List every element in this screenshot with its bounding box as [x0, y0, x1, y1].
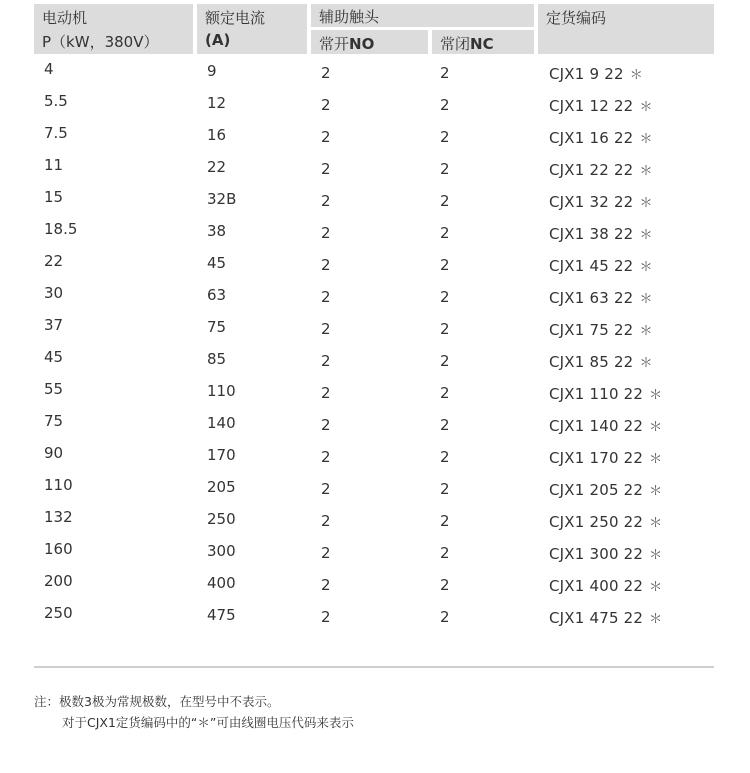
- order-code-text: CJX1 110 22: [549, 385, 644, 403]
- table-row: [0, 440, 750, 472]
- current-cell: 63: [207, 286, 227, 304]
- current-cell: 110: [207, 382, 236, 400]
- table-row: [0, 408, 750, 440]
- header-nc-label: [440, 33, 494, 54]
- header-current-cell: [197, 4, 307, 54]
- current-cell: 205: [207, 478, 236, 496]
- asterisk-icon: ＊: [649, 452, 663, 467]
- motor-cell: 7.5: [44, 124, 68, 142]
- current-cell: 22: [207, 158, 227, 176]
- current-cell: 38: [207, 222, 227, 240]
- table-row: [0, 376, 750, 408]
- order-code-text: CJX1 38 22: [549, 225, 634, 243]
- order-code-cell: [549, 224, 653, 243]
- no-cell: 2: [321, 544, 331, 562]
- no-cell: 2: [321, 160, 331, 178]
- current-cell: 9: [207, 62, 217, 80]
- asterisk-icon: ＊: [649, 580, 663, 595]
- nc-cell: 2: [440, 384, 450, 402]
- current-cell: 32B: [207, 190, 237, 208]
- order-code-text: CJX1 22 22: [549, 161, 634, 179]
- order-code-text: CJX1 170 22: [549, 449, 644, 467]
- table-row: [0, 536, 750, 568]
- table-row: [0, 184, 750, 216]
- motor-cell: 5.5: [44, 92, 68, 110]
- no-cell: 2: [321, 256, 331, 274]
- table-row: [0, 600, 750, 632]
- table-row: [0, 344, 750, 376]
- no-cell: 2: [321, 288, 331, 306]
- table-row: [0, 568, 750, 600]
- asterisk-icon: ＊: [639, 292, 653, 307]
- order-code-text: CJX1 16 22: [549, 129, 634, 147]
- header-motor-cell: [34, 4, 193, 54]
- no-cell: 2: [321, 384, 331, 402]
- order-code-cell: [549, 576, 662, 595]
- order-code-cell: [549, 608, 662, 627]
- nc-cell: 2: [440, 64, 450, 82]
- order-code-text: CJX1 400 22: [549, 577, 644, 595]
- order-code-cell: [549, 480, 662, 499]
- nc-cell: 2: [440, 256, 450, 274]
- header-nc-cell: [432, 30, 534, 54]
- nc-cell: 2: [440, 544, 450, 562]
- order-code-text: CJX1 300 22: [549, 545, 644, 563]
- order-code-cell: [549, 256, 653, 275]
- motor-cell: 200: [44, 572, 73, 590]
- asterisk-icon: ＊: [639, 100, 653, 115]
- nc-cell: 2: [440, 320, 450, 338]
- table-row: [0, 152, 750, 184]
- table-row: [0, 216, 750, 248]
- motor-cell: 45: [44, 348, 64, 366]
- nc-cell: 2: [440, 96, 450, 114]
- table-row: [0, 280, 750, 312]
- order-code-cell: [549, 352, 653, 371]
- nc-cell: 2: [440, 288, 450, 306]
- order-code-cell: [549, 64, 643, 83]
- table-row: [0, 56, 750, 88]
- nc-cell: 2: [440, 352, 450, 370]
- no-cell: 2: [321, 448, 331, 466]
- order-code-cell: [549, 416, 662, 435]
- asterisk-icon: ＊: [639, 260, 653, 275]
- no-cell: 2: [321, 64, 331, 82]
- table-body: [0, 56, 750, 632]
- header-no-cell: [311, 30, 428, 54]
- order-code-text: CJX1 75 22: [549, 321, 634, 339]
- nc-cell: 2: [440, 576, 450, 594]
- header-no-prefix: 常开: [319, 35, 350, 53]
- order-code-text: CJX1 250 22: [549, 513, 644, 531]
- order-code-text: CJX1 205 22: [549, 481, 644, 499]
- note-line-2: 对于CJX1定货编码中的“＊”可由线圈电压代码来表示: [62, 715, 354, 730]
- table-row: [0, 248, 750, 280]
- current-cell: 400: [207, 574, 236, 592]
- header-aux-label: 辅助触头: [319, 8, 380, 26]
- order-code-cell: [549, 192, 653, 211]
- asterisk-icon: ＊: [649, 548, 663, 563]
- nc-cell: 2: [440, 480, 450, 498]
- asterisk-icon: ＊: [649, 388, 663, 403]
- table-row: [0, 120, 750, 152]
- asterisk-icon: ＊: [639, 164, 653, 179]
- order-code-text: CJX1 12 22: [549, 97, 634, 115]
- current-cell: 75: [207, 318, 227, 336]
- table-row: [0, 312, 750, 344]
- order-code-text: CJX1 9 22: [549, 65, 624, 83]
- table-row: [0, 88, 750, 120]
- header-nc-suffix: NC: [470, 35, 494, 53]
- no-cell: 2: [321, 320, 331, 338]
- order-code-cell: [549, 544, 662, 563]
- asterisk-icon: ＊: [639, 356, 653, 371]
- order-code-cell: [549, 288, 653, 307]
- order-code-text: CJX1 140 22: [549, 417, 644, 435]
- divider: [34, 666, 714, 668]
- motor-cell: 4: [44, 60, 54, 78]
- no-cell: 2: [321, 224, 331, 242]
- motor-cell: 160: [44, 540, 73, 558]
- nc-cell: 2: [440, 224, 450, 242]
- no-cell: 2: [321, 352, 331, 370]
- nc-cell: 2: [440, 160, 450, 178]
- order-code-text: CJX1 63 22: [549, 289, 634, 307]
- no-cell: 2: [321, 480, 331, 498]
- no-cell: 2: [321, 192, 331, 210]
- motor-cell: 18.5: [44, 220, 78, 238]
- order-code-cell: [549, 320, 653, 339]
- asterisk-icon: ＊: [639, 228, 653, 243]
- order-code-cell: [549, 128, 653, 147]
- current-cell: 85: [207, 350, 227, 368]
- header-motor-label: 电动机: [42, 9, 88, 27]
- nc-cell: 2: [440, 128, 450, 146]
- order-code-text: CJX1 32 22: [549, 193, 634, 211]
- header-current-label: 额定电流: [205, 9, 266, 27]
- motor-cell: 75: [44, 412, 64, 430]
- no-cell: 2: [321, 608, 331, 626]
- no-cell: 2: [321, 128, 331, 146]
- order-code-cell: [549, 96, 653, 115]
- order-code-cell: [549, 384, 662, 403]
- motor-cell: 11: [44, 156, 64, 174]
- nc-cell: 2: [440, 192, 450, 210]
- asterisk-icon: ＊: [649, 516, 663, 531]
- current-cell: 45: [207, 254, 227, 272]
- motor-cell: 15: [44, 188, 64, 206]
- asterisk-icon: ＊: [629, 68, 643, 83]
- nc-cell: 2: [440, 608, 450, 626]
- motor-cell: 110: [44, 476, 73, 494]
- motor-cell: 55: [44, 380, 64, 398]
- order-code-cell: [549, 512, 662, 531]
- motor-cell: 30: [44, 284, 64, 302]
- motor-cell: 250: [44, 604, 73, 622]
- order-code-text: CJX1 475 22: [549, 609, 644, 627]
- motor-cell: 22: [44, 252, 64, 270]
- header-motor-unit: P（kW，380V）: [42, 33, 159, 51]
- header-current-unit: (A): [205, 31, 231, 49]
- asterisk-icon: ＊: [649, 484, 663, 499]
- no-cell: 2: [321, 96, 331, 114]
- order-code-text: CJX1 45 22: [549, 257, 634, 275]
- asterisk-icon: ＊: [639, 324, 653, 339]
- no-cell: 2: [321, 512, 331, 530]
- order-code-text: CJX1 85 22: [549, 353, 634, 371]
- header-aux-cell: [311, 4, 534, 27]
- current-cell: 250: [207, 510, 236, 528]
- current-cell: 12: [207, 94, 227, 112]
- nc-cell: 2: [440, 416, 450, 434]
- header-no-suffix: NO: [349, 35, 375, 53]
- note-line-1: 注：极数3极为常规极数，在型号中不表示。: [34, 694, 280, 709]
- nc-cell: 2: [440, 512, 450, 530]
- header-nc-prefix: 常闭: [440, 35, 471, 53]
- header-code-cell: [538, 4, 714, 54]
- table-row: [0, 504, 750, 536]
- current-cell: 475: [207, 606, 236, 624]
- table-row: [0, 472, 750, 504]
- nc-cell: 2: [440, 448, 450, 466]
- motor-cell: 132: [44, 508, 73, 526]
- header-code-label: 定货编码: [546, 9, 607, 27]
- current-cell: 16: [207, 126, 227, 144]
- asterisk-icon: ＊: [649, 612, 663, 627]
- order-code-cell: [549, 160, 653, 179]
- order-code-cell: [549, 448, 662, 467]
- asterisk-icon: ＊: [649, 420, 663, 435]
- current-cell: 170: [207, 446, 236, 464]
- no-cell: 2: [321, 576, 331, 594]
- motor-cell: 90: [44, 444, 64, 462]
- current-cell: 140: [207, 414, 236, 432]
- current-cell: 300: [207, 542, 236, 560]
- asterisk-icon: ＊: [639, 132, 653, 147]
- header-no-label: [319, 33, 374, 54]
- asterisk-icon: ＊: [639, 196, 653, 211]
- motor-cell: 37: [44, 316, 64, 334]
- no-cell: 2: [321, 416, 331, 434]
